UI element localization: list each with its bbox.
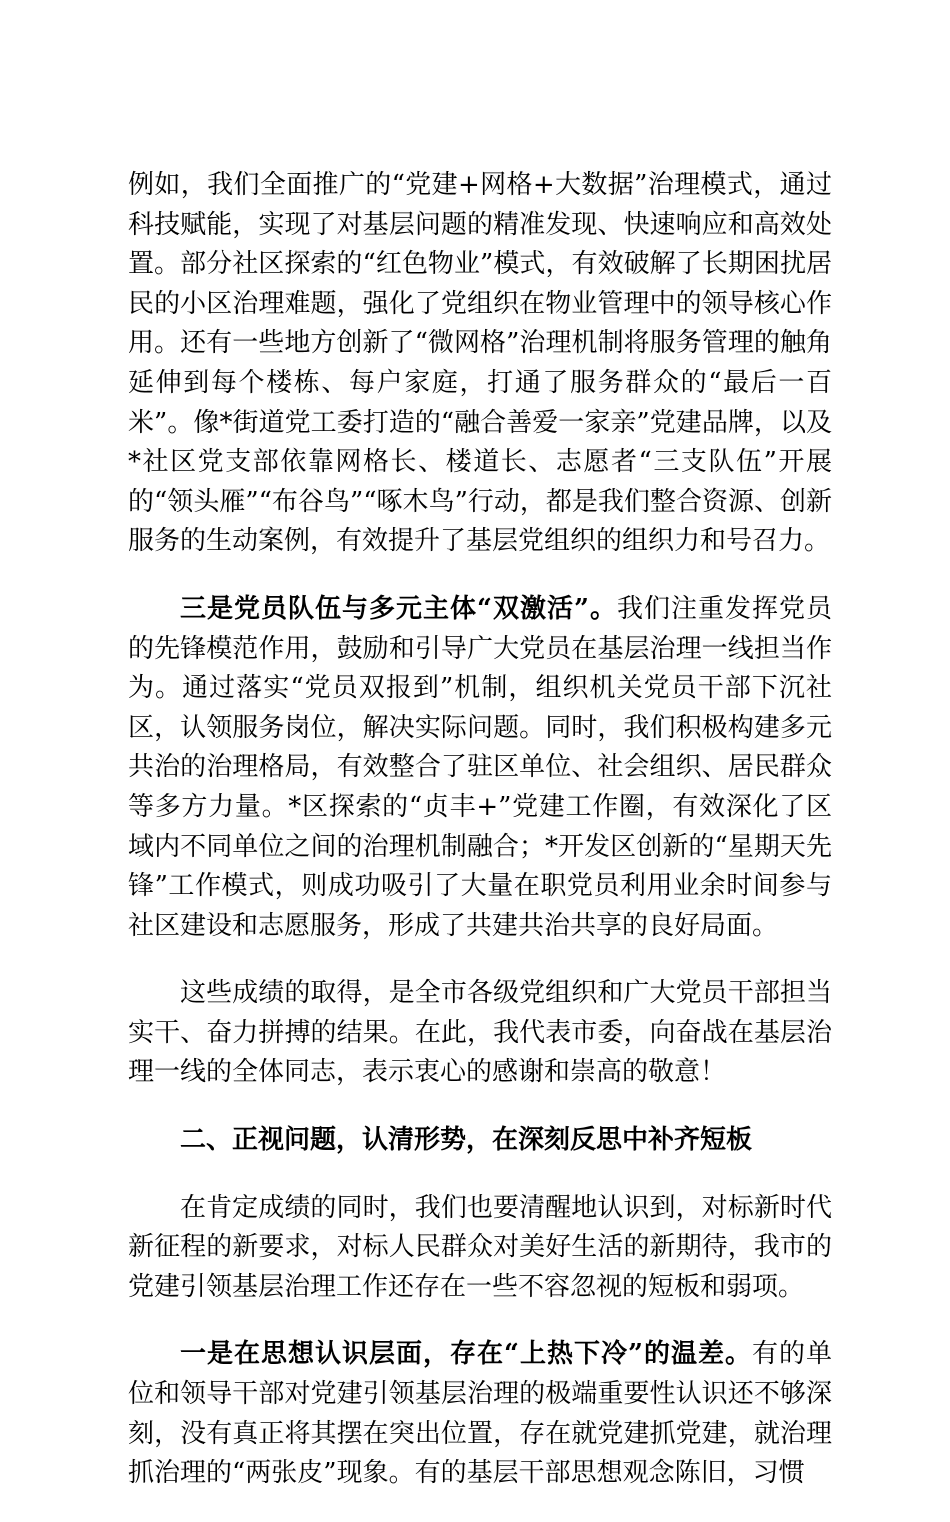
document-page bbox=[128, 166, 832, 1522]
paragraph-party-members-lead: 三是党员队伍与多元主体“双激活”。 bbox=[180, 593, 617, 624]
paragraph-achievements-text: 这些成绩的取得，是全市各级党组织和广大党员干部担当实干、奋力拼搏的结果。在此，我代表市委，向奋战在基层治理一线的全体同志，表示衷心的感谢和崇高的敬意！ bbox=[128, 978, 832, 1088]
paragraph-ideology-lead: 一是在思想认识层面，存在“上热下冷”的温差。 bbox=[180, 1339, 752, 1370]
paragraph-achievements bbox=[128, 974, 832, 1093]
section-heading-2: 二、正视问题，认清形势，在深刻反思中补齐短板 bbox=[180, 1125, 753, 1156]
paragraph-party-members bbox=[128, 590, 832, 946]
paragraph-ideology-text: 有的单位和领导干部对党建引领基层治理的极端重要性认识还不够深刻，没有真正将其摆在突出位置，存在就党建抓党建，就治理抓治理的“两张皮”现象。有的基层干部思想观念陈旧，习惯 bbox=[128, 1339, 832, 1489]
paragraph-party-members-text: 我们注重发挥党员的先锋模范作用，鼓励和引导广大党员在基层治理一线担当作为。通过落实“党员双报到”机制，组织机关党员干部下沉社区，认领服务岗位，解决实际问题。同时，我们积极构建多元共治的治理格局，有效整合了驻区单位、社会组织、居民群众等多方力量。*区探索的“贞丰+”党建工作圈，有效深化了区域内不同单位之间的治理机制融合；*开发区创新的“星期天先锋”工作模式，则成功吸引了大量在职党员利用业余时间参与社区建设和志愿服务，形成了共建共治共享的良好局面。 bbox=[128, 593, 832, 941]
paragraph-examples bbox=[128, 166, 832, 562]
paragraph-ideology bbox=[128, 1335, 832, 1493]
paragraph-examples-text: 例如，我们全面推广的“党建+网格+大数据”治理模式，通过科技赋能，实现了对基层问题的精准发现、快速响应和高效处置。部分社区探索的“红色物业”模式，有效破解了长期困扰居民的小区治理难题，强化了党组织在物业管理中的领导核心作用。还有一些地方创新了“微网格”治理机制将服务管理的触角延伸到每个楼栋、每户家庭，打通了服务群众的“最后一百米”。像*街道党工委打造的“融合善爱一家亲”党建品牌，以及*社区党支部依靠网格长、楼道长、志愿者“三支队伍”开展的“领头雁”“布谷鸟”“啄木鸟”行动，都是我们整合资源、创新服务的生动案例，有效提升了基层党组织的组织力和号召力。 bbox=[128, 170, 832, 557]
paragraph-shortcomings-text: 在肯定成绩的同时，我们也要清醒地认识到，对标新时代新征程的新要求，对标人民群众对美好生活的新期待，我市的党建引领基层治理工作还存在一些不容忽视的短板和弱项。 bbox=[128, 1192, 832, 1302]
paragraph-shortcomings bbox=[128, 1189, 832, 1308]
